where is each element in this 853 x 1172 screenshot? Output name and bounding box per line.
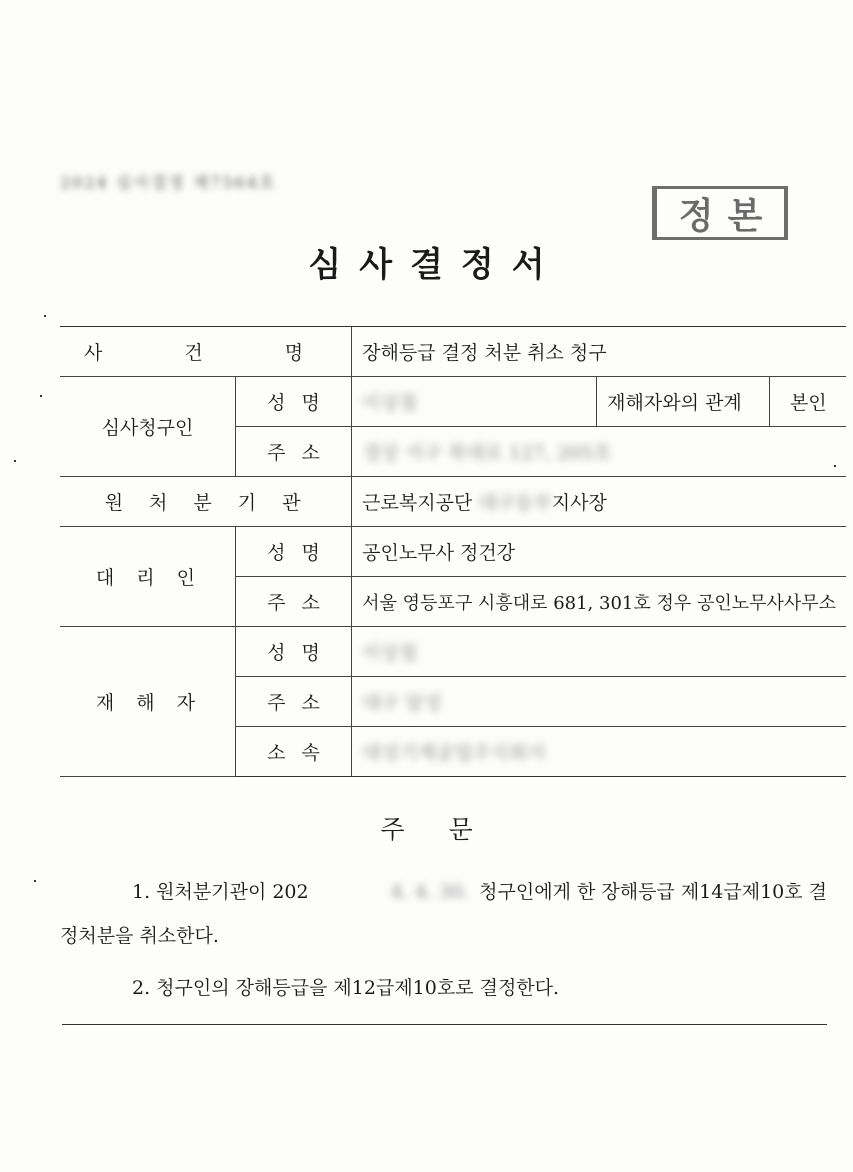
claimant-name-label: 성명: [235, 377, 351, 427]
agency-branch-redacted: 대구동부: [478, 492, 552, 514]
claimant-address-label: 주소: [235, 427, 351, 477]
agent-name: 공인노무사 정건강: [352, 527, 846, 577]
certified-copy-stamp: 정본: [652, 186, 788, 240]
claimant-label: 심사청구인: [60, 377, 235, 477]
victim-affiliation-label: 소속: [235, 727, 351, 777]
case-number: 2024 심사결정 제7564호: [60, 173, 277, 192]
relation-label: 재해자와의 관계: [597, 377, 770, 427]
claimant-address-redacted: 경상 서구 북대로 127, 205호: [362, 442, 612, 464]
relation-value: 본인: [770, 377, 846, 427]
agency-prefix: 근로복지공단: [362, 492, 473, 514]
order-item-1: [60, 870, 830, 958]
agency-value: [352, 477, 846, 527]
agency-label: 원처분기관: [60, 477, 352, 527]
scan-speck: [34, 880, 36, 882]
case-name-value: 장해등급 결정 처분 취소 청구: [352, 327, 846, 377]
order-item-1-date-redacted: 4. 4. 30.: [390, 881, 470, 903]
agent-label: 대리인: [60, 527, 235, 627]
victim-label: 재해자: [60, 627, 235, 777]
victim-name-label: 성명: [235, 627, 351, 677]
victim-affiliation-redacted: 대성기계공업주식회사: [362, 742, 546, 764]
victim-address-redacted: 대구 달성: [362, 692, 442, 714]
scan-speck: [14, 460, 16, 462]
agent-address: 서울 영등포구 시흥대로 681, 301호 정우 공인노무사사무소: [352, 577, 846, 627]
document-title: 심사결정서: [308, 245, 563, 285]
agent-address-label: 주소: [235, 577, 351, 627]
claimant-address-cell: [352, 427, 846, 477]
victim-address-label: 주소: [235, 677, 351, 727]
victim-name-cell: [352, 627, 846, 677]
order-section-title: 주문: [380, 815, 517, 844]
scan-speck: [834, 465, 836, 467]
scan-speck: [44, 315, 46, 317]
agent-name-label: 성명: [235, 527, 351, 577]
case-info-table: [60, 326, 846, 777]
claimant-name-cell: [352, 377, 597, 427]
claimant-name-redacted: 이상철: [362, 392, 418, 414]
agency-suffix: 지사장: [551, 492, 607, 514]
order-item-1-rest: 청구인에게 한 장해등급 제14급제10호 결정처분을 취소한다.: [60, 881, 827, 947]
case-name-label: 사 건 명: [60, 327, 352, 377]
victim-address-cell: [352, 677, 846, 727]
victim-name-redacted: 이상철: [362, 642, 418, 664]
order-item-2: 2. 청구인의 장해등급을 제12급제10호로 결정한다.: [132, 977, 560, 999]
victim-affiliation-cell: [352, 727, 846, 777]
bottom-rule: [62, 1024, 827, 1025]
scan-speck: [40, 395, 42, 397]
order-item-1-start: 1. 원처분기관이 202: [132, 881, 309, 903]
